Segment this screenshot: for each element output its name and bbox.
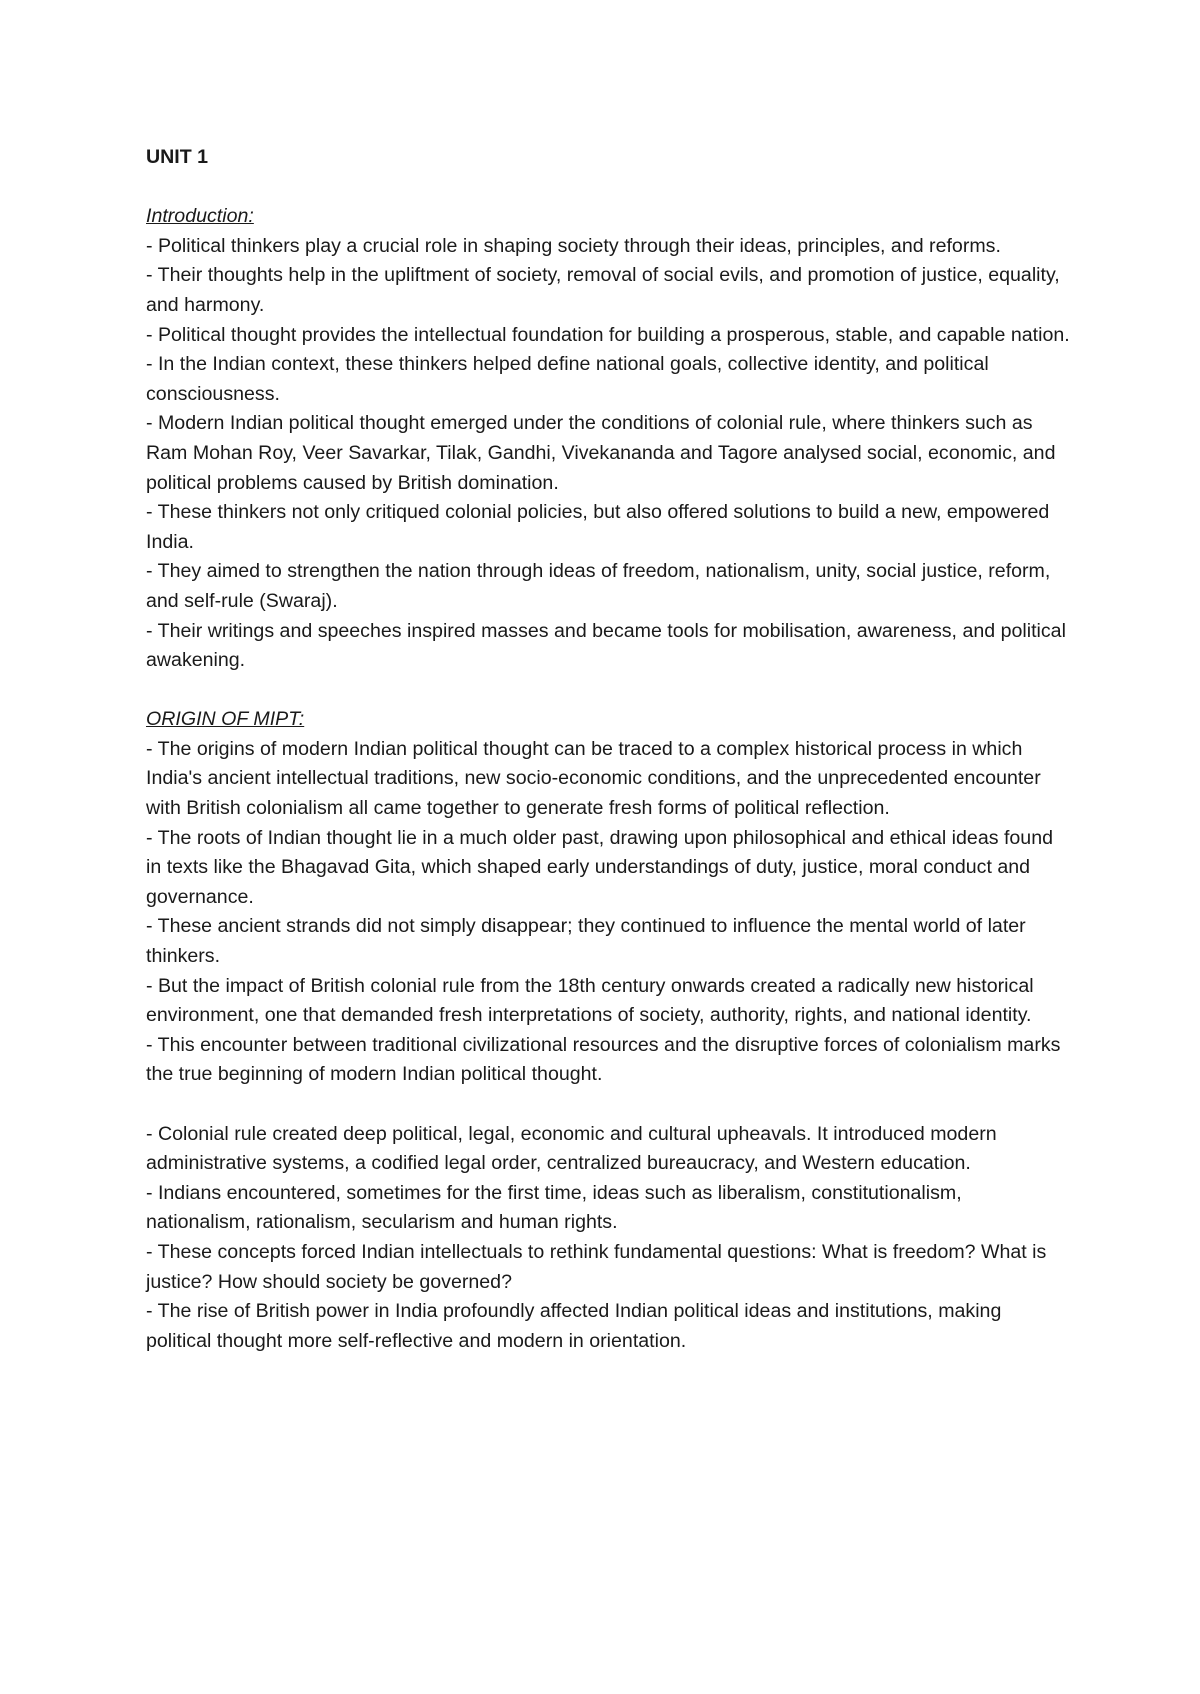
origin-point: - Indians encountered, sometimes for the first time, ideas such as liberalism, constitutionalism, nationalism, rationalism, secularism and human rights. — [146, 1181, 962, 1234]
intro-point: - They aimed to strengthen the nation through ideas of freedom, nationalism, unity, social justice, reform, and self-rule (Swaraj). — [146, 560, 1051, 612]
unit-title: UNIT 1 — [146, 146, 209, 168]
intro-point: - Their writings and speeches inspired masses and became tools for mobilisation, awareness, and political awakening. — [146, 619, 1066, 672]
intro-point: - Political thought provides the intellectual foundation for building a prosperous, stable, and capable nation. — [146, 323, 1070, 346]
origin-point: - This encounter between traditional civilizational resources and the disruptive forces of colonialism marks the true beginning of modern Indian political thought. — [146, 1033, 1061, 1086]
introduction-heading: Introduction: — [146, 205, 254, 228]
origin-heading: ORIGIN OF MIPT: — [146, 708, 305, 731]
intro-point: - Political thinkers play a crucial role in shaping society through their ideas, principles, and reforms. — [146, 234, 1001, 257]
spacer — [146, 1090, 1071, 1120]
origin-point: - But the impact of British colonial rule from the 18th century onwards created a radically new historical environment, one that demanded fresh interpretations of society, authority, rights, and national identity. — [146, 974, 1034, 1027]
intro-point: - Modern Indian political thought emerged under the conditions of colonial rule, where thinkers such as Ram Mohan Roy, Veer Savarkar, Tilak, Gandhi, Vivekananda and Tagore analysed social, economic, and political problems caused by British domination. — [146, 412, 1056, 494]
origin-point: - These ancient strands did not simply disappear; they continued to influence the mental world of later thinkers. — [146, 915, 1026, 968]
origin-point: - The roots of Indian thought lie in a much older past, drawing upon philosophical and ethical ideas found in texts like the Bhagavad Gita, which shaped early understandings of duty, justice, moral conduct and governance. — [146, 826, 1053, 908]
origin-point: - The origins of modern Indian political thought can be traced to a complex historical process in which India's ancient intellectual traditions, new socio-economic conditions, and the unprecedented encounter with British colonialism all came together to generate fresh forms of political reflection. — [146, 737, 1041, 820]
origin-point: - These concepts forced Indian intellectuals to rethink fundamental questions: What is freedom? What is justice? How should society be governed? — [146, 1240, 1047, 1293]
intro-point: - Their thoughts help in the upliftment of society, removal of social evils, and promotion of justice, equality, and harmony. — [146, 264, 1060, 316]
origin-point: - The rise of British power in India profoundly affected Indian political ideas and institutions, making political thought more self-reflective and modern in orientation. — [146, 1300, 1002, 1352]
intro-point: - In the Indian context, these thinkers helped define national goals, collective identity, and political consciousness. — [146, 353, 989, 405]
spacer — [146, 173, 1071, 203]
origin-point: - Colonial rule created deep political, legal, economic and cultural upheavals. It introduced modern administrative systems, a codified legal order, centralized bureaucracy, and Western education. — [146, 1122, 997, 1175]
spacer — [146, 676, 1071, 706]
intro-point: - These thinkers not only critiqued colonial policies, but also offered solutions to build a new, empowered India. — [146, 501, 1050, 553]
document-page — [146, 143, 1071, 1356]
